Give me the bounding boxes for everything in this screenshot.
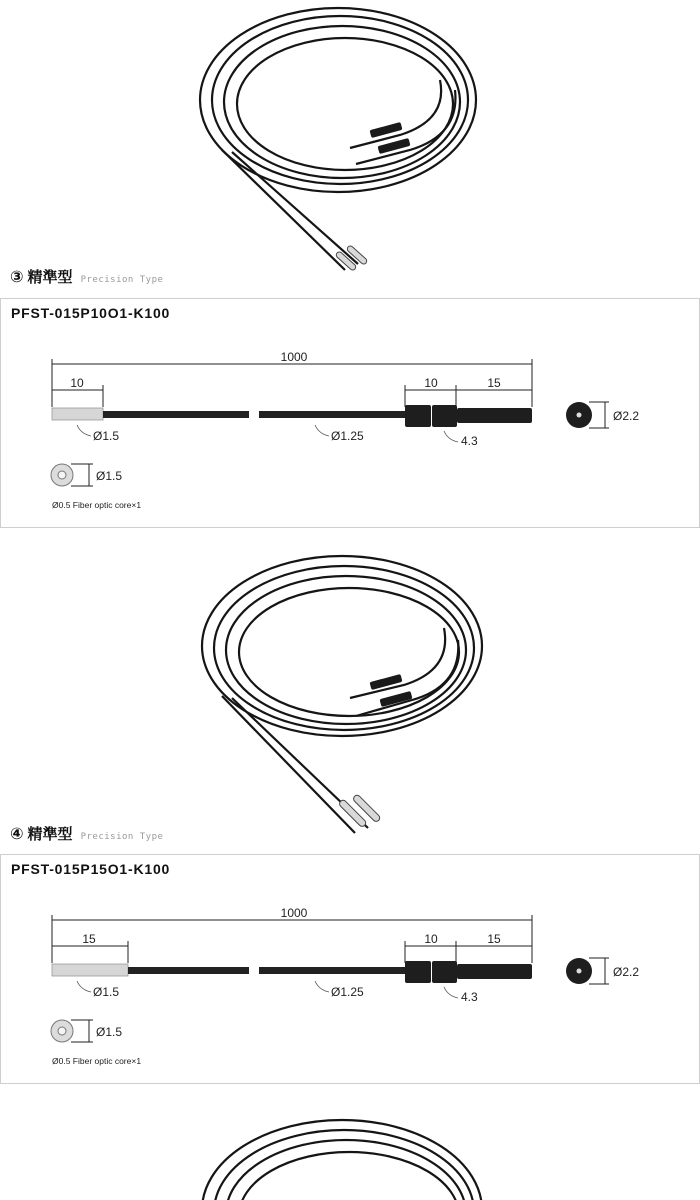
dimension-drawing bbox=[1, 855, 699, 1083]
dim-tip-diameter: Ø1.5 bbox=[93, 985, 120, 999]
fiber-cable bbox=[103, 411, 249, 418]
fiber-cable-illustration bbox=[0, 1110, 700, 1200]
section-heading bbox=[10, 266, 163, 287]
dim-connector-b: 15 bbox=[487, 932, 501, 946]
dim-cable-diameter: Ø1.25 bbox=[331, 429, 364, 443]
model-name: PFST-015P10O1-K100 bbox=[11, 305, 171, 321]
section-subtitle: Precision Type bbox=[80, 275, 164, 285]
dim-connector-diameter: 4.3 bbox=[461, 434, 478, 448]
dim-tip-length: 10 bbox=[70, 376, 84, 390]
dim-connector-a: 10 bbox=[424, 932, 438, 946]
dim-total-length: 1000 bbox=[280, 350, 308, 364]
dim-end-diameter: Ø2.2 bbox=[613, 409, 640, 423]
section-heading bbox=[10, 823, 163, 844]
dimension-drawing bbox=[1, 299, 699, 527]
section-number: ③ bbox=[10, 267, 24, 286]
fiber-cable-illustration bbox=[0, 548, 700, 848]
fiber-cable bbox=[128, 967, 249, 974]
dim-cross-diameter: Ø1.5 bbox=[96, 1025, 123, 1039]
dim-total-length: 1000 bbox=[280, 906, 308, 920]
dim-tip-length: 15 bbox=[82, 932, 96, 946]
connector bbox=[405, 405, 431, 427]
model-name: PFST-015P15O1-K100 bbox=[11, 861, 171, 877]
connector bbox=[432, 961, 457, 983]
core-note: Ø0.5 Fiber optic core×1 bbox=[52, 500, 142, 510]
connector bbox=[405, 961, 431, 983]
core-note: Ø0.5 Fiber optic core×1 bbox=[52, 1056, 142, 1066]
fiber-tip bbox=[52, 408, 103, 420]
section-number: ④ bbox=[10, 824, 24, 843]
dim-cross-diameter: Ø1.5 bbox=[96, 469, 123, 483]
connector-end bbox=[457, 408, 532, 423]
spec-box bbox=[0, 298, 700, 528]
dim-cable-diameter: Ø1.25 bbox=[331, 985, 364, 999]
connector-end bbox=[457, 964, 532, 979]
dim-tip-diameter: Ø1.5 bbox=[93, 429, 120, 443]
fiber-cable-illustration bbox=[0, 0, 700, 290]
dim-end-diameter: Ø2.2 bbox=[613, 965, 640, 979]
fiber-cable bbox=[259, 967, 405, 974]
dim-connector-a: 10 bbox=[424, 376, 438, 390]
fiber-tip bbox=[52, 964, 128, 976]
section-title: 精準型 bbox=[27, 268, 73, 286]
connector bbox=[432, 405, 457, 427]
fiber-cable bbox=[259, 411, 405, 418]
dim-connector-b: 15 bbox=[487, 376, 501, 390]
dim-connector-diameter: 4.3 bbox=[461, 990, 478, 1004]
spec-box bbox=[0, 854, 700, 1084]
section-subtitle: Precision Type bbox=[80, 832, 164, 842]
section-title: 精準型 bbox=[27, 825, 73, 843]
